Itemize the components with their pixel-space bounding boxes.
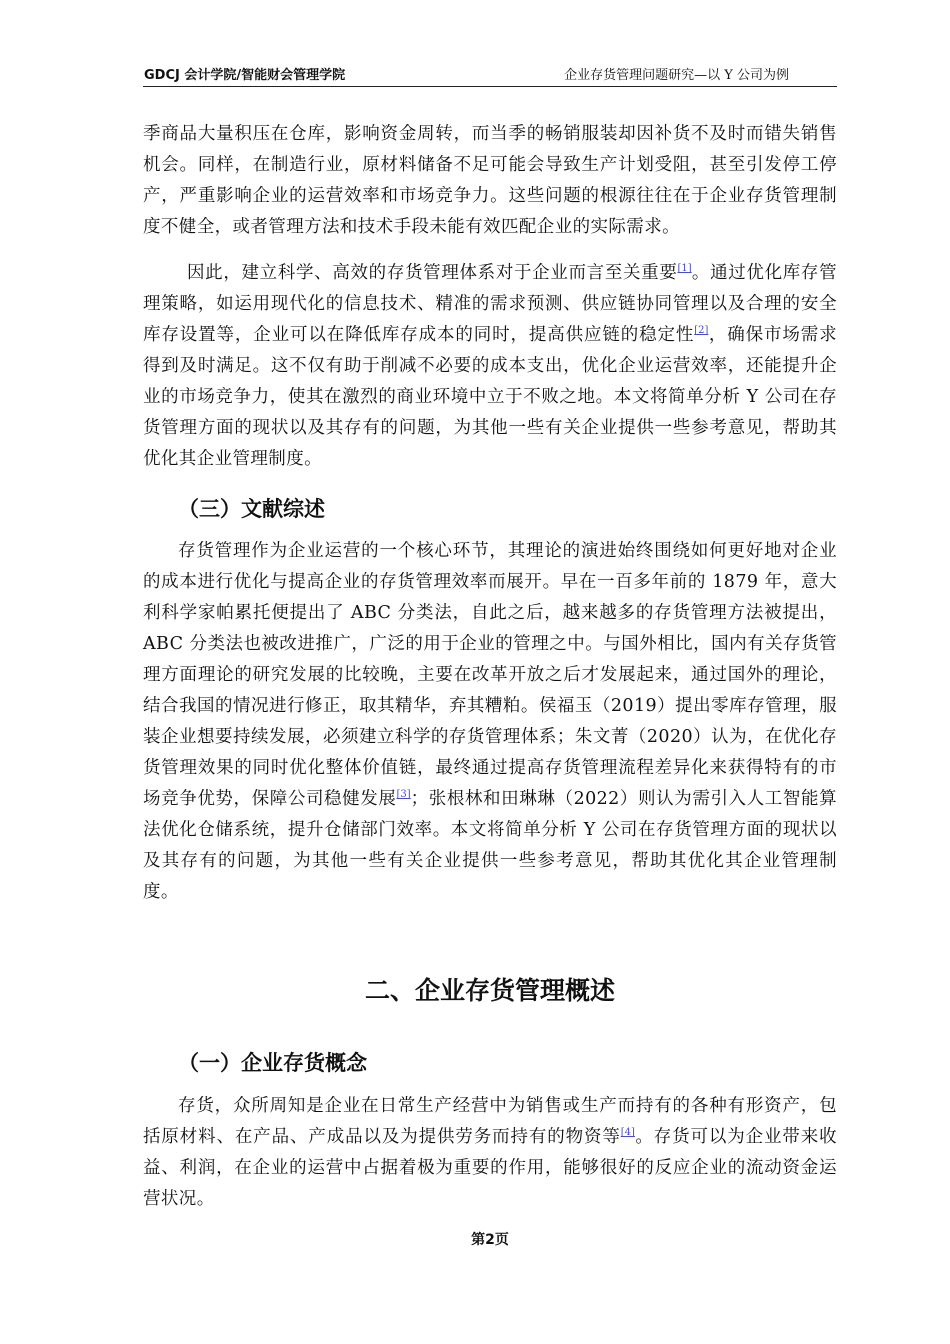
chapter-title-inventory-overview: 二、企业存货管理概述 <box>364 976 615 1005</box>
paragraph-importance <box>143 258 837 475</box>
paragraph-text: ；张根林和田琳琳（2022）则认为需引入人工智能算法优化仓储系统，提升仓储部门效率。本文将简单分析 Y 公司在存货管理方面的现状以及其存有的问题，为其他一些有关企业提供一些参考意见，帮助其优化其企业管理制度。 <box>143 789 837 902</box>
paragraph-inventory-concept <box>143 1091 837 1215</box>
citation-3[interactable]: [3] <box>396 789 411 801</box>
section-title-inventory-concept: （一）企业存货概念 <box>178 1051 367 1075</box>
citation-4[interactable]: [4] <box>620 1127 635 1139</box>
section-title-literature-review: （三）文献综述 <box>178 497 325 521</box>
paragraph-text: 存货管理作为企业运营的一个核心环节，其理论的演进始终围绕如何更好地对企业的成本进行优化与提高企业的存货管理效率而展开。早在一百多年前的 1879 年，意大利科学家帕累托便提出了 ABC 分类法，自此之后，越来越多的存货管理方法被提出，ABC 分类法也被改进推广，广泛的用于企业的管理之中。与国外相比，国内有关存货管理方面理论的研究发展的比较晚，主要在改革开放之后才发展起来，通过国外的理论，结合我国的情况进行修正，取其精华，弃其糟粕。侯福玉（2019）提出零库存管理，服装企业想要持续发展，必须建立科学的存货管理体系；朱文菁（2020）认为，在优化存货管理效果的同时优化整体价值链，最终通过提高存货管理流程差异化来获得特有的市场竞争优势，保障公司稳健发展 <box>143 541 837 809</box>
paragraph-text: 。通过优化库存管理策略，如运用现代化的信息技术、精准的需求预测、供应链协同管理以及合理的安全库存设置等，企业可以在降低库存成本的同时，提高供应链的稳定性 <box>143 263 837 345</box>
citation-1[interactable]: [1] <box>677 263 692 275</box>
paragraph-text: 存货，众所周知是企业在日常生产经营中为销售或生产而持有的各种有形资产，包括原材料、在产品、产成品以及为提供劳务而持有的物资等 <box>143 1096 837 1147</box>
page-number: 第2页 <box>471 1232 509 1248</box>
citation-2[interactable]: [2] <box>694 325 709 337</box>
header-paper-title: 企业存货管理问题研究—以 Y 公司为例 <box>564 68 789 83</box>
paragraph-text: 季商品大量积压在仓库，影响资金周转，而当季的畅销服装却因补货不及时而错失销售机会。同样，在制造行业，原材料储备不足可能会导致生产计划受阻，甚至引发停工停产，严重影响企业的运营效率和市场竞争力。这些问题的根源往往在于企业存货管理制度不健全，或者管理方法和技术手段未能有效匹配企业的实际需求。 <box>143 124 837 237</box>
paragraph-text: 因此，建立科学、高效的存货管理体系对于企业而言至关重要 <box>187 263 678 283</box>
paragraph-text: ，确保市场需求得到及时满足。这不仅有助于削减不必要的成本支出，优化企业运营效率，还能提升企业的市场竞争力，使其在激烈的商业环境中立于不败之地。本文将简单分析 Y 公司在存货管理方面的现状以及其存有的问题，为其他一些有关企业提供一些参考意见，帮助其优化其企业管理制度。 <box>143 325 837 469</box>
header-institution: GDCJ 会计学院/智能财会管理学院 <box>144 68 346 83</box>
paragraph-literature-review <box>143 536 837 908</box>
paragraph-continuation <box>143 119 837 243</box>
paragraph-text: 。存货可以为企业带来收益、利润，在企业的运营中占据着极为重要的作用，能够很好的反应企业的流动资金运营状况。 <box>143 1127 837 1209</box>
page-header <box>143 66 837 87</box>
